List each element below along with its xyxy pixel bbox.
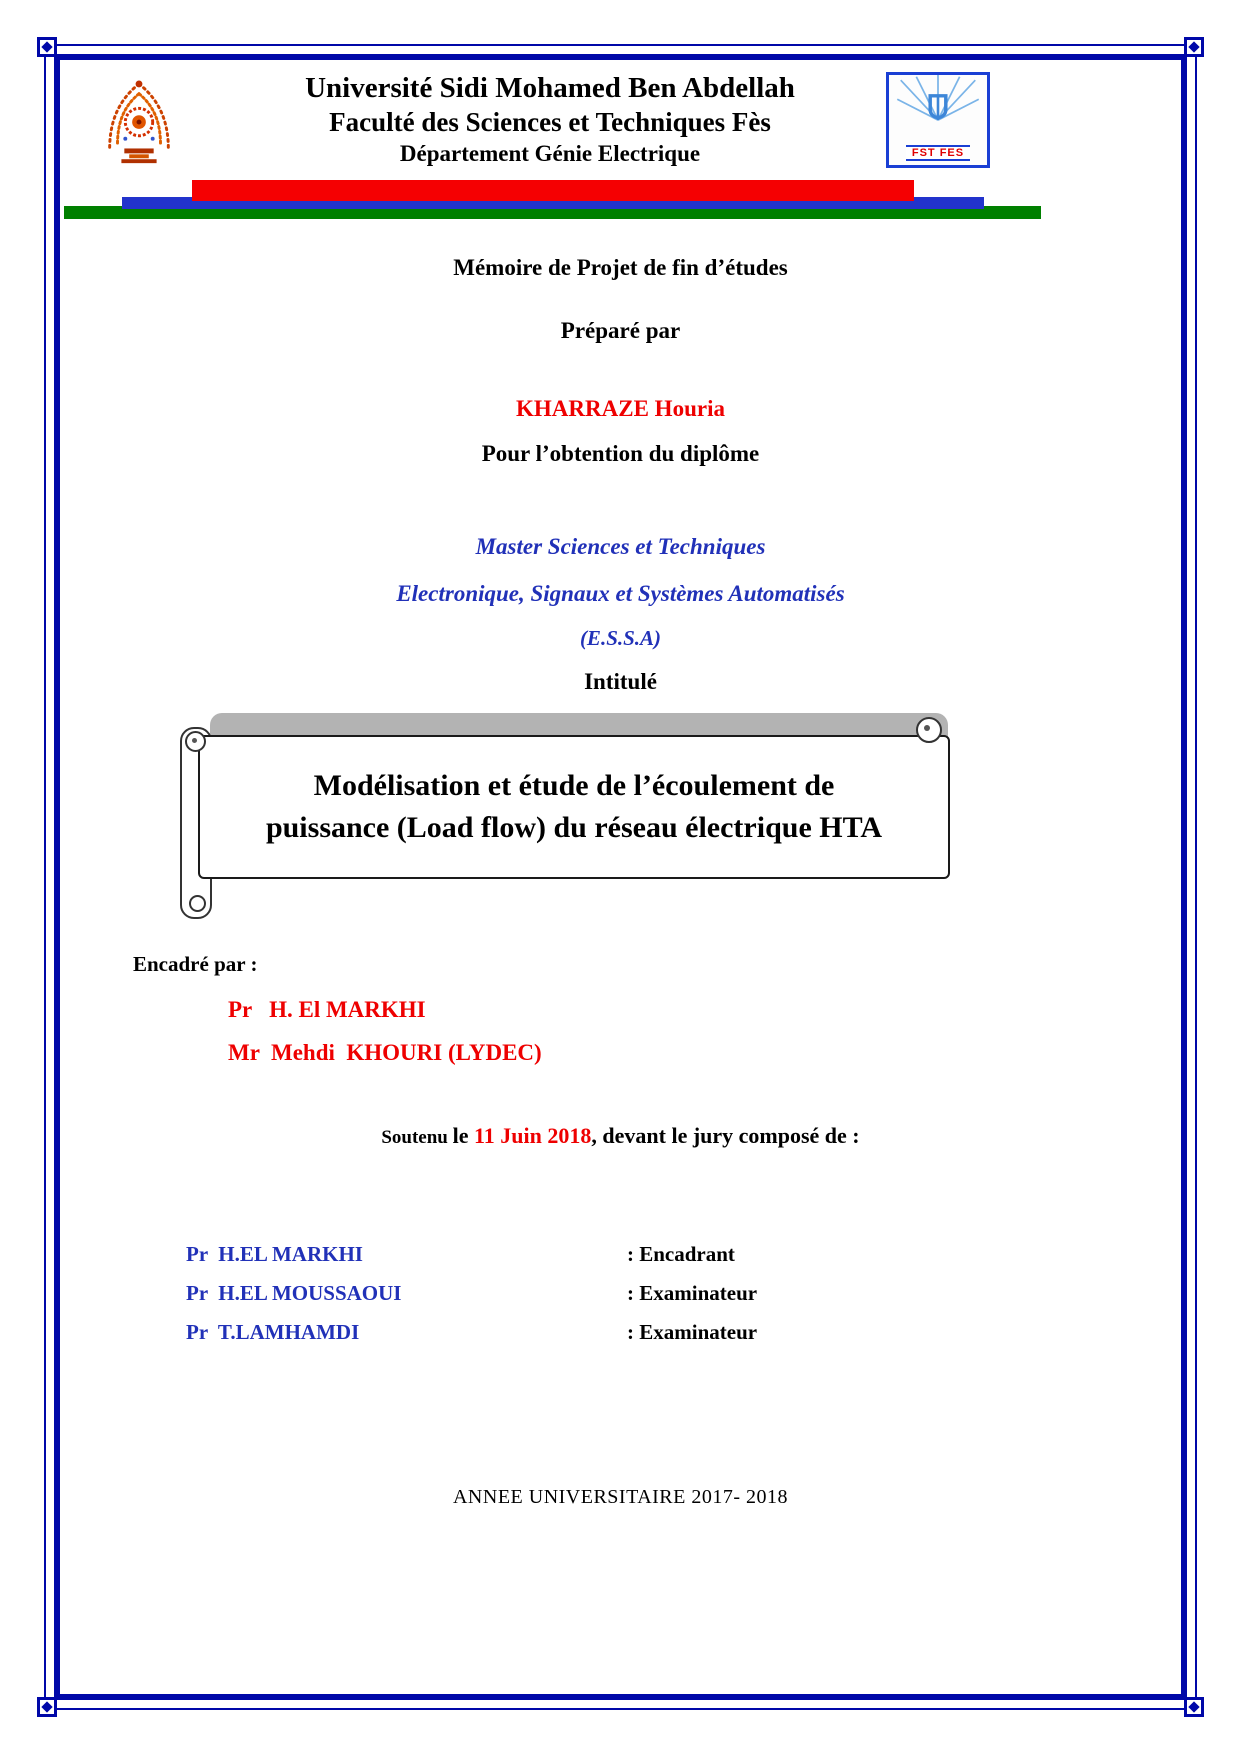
scroll-curl-icon xyxy=(916,717,942,743)
supervisor-2: Mr Mehdi KHOURI (LYDEC) xyxy=(228,1040,542,1065)
institution-header xyxy=(170,70,930,169)
department-name: Département Génie Electrique xyxy=(399,141,701,166)
document-type: Mémoire de Projet de fin d’études xyxy=(453,255,788,280)
jury-row xyxy=(0,1281,1241,1313)
jury-member-role: : Encadrant xyxy=(627,1242,735,1266)
supervisor-1: Pr H. El MARKHI xyxy=(228,997,426,1022)
jury-member-name: Pr T.LAMHAMDI xyxy=(186,1320,360,1344)
prepared-by-label: Préparé par xyxy=(560,318,681,343)
red-divider-bar xyxy=(192,180,914,201)
corner-ornament-icon xyxy=(37,37,57,57)
title-banner xyxy=(178,705,954,920)
scroll-curl-icon xyxy=(185,731,206,752)
defense-suffix: , devant le jury composé de : xyxy=(591,1123,860,1148)
jury-member-name: Pr H.EL MOUSSAOUI xyxy=(186,1281,402,1305)
jury-member-role: : Examinateur xyxy=(627,1320,758,1344)
university-name: Université Sidi Mohamed Ben Abdellah xyxy=(305,72,795,104)
defense-prefix: Soutenu xyxy=(381,1127,453,1148)
program-abbreviation: (E.S.S.A) xyxy=(579,626,662,650)
jury-row xyxy=(0,1320,1241,1352)
thesis-title xyxy=(198,735,950,879)
title-label: Intitulé xyxy=(584,669,657,694)
faculty-name: Faculté des Sciences et Techniques Fès xyxy=(329,107,771,138)
defense-line xyxy=(0,1123,1241,1149)
jury-row xyxy=(0,1242,1241,1274)
fst-logo-caption: FST FES xyxy=(906,145,970,161)
corner-ornament-icon xyxy=(1184,1697,1204,1717)
thesis-title-line1: Modélisation et étude de l’écoulement de xyxy=(313,769,835,802)
program-name-line2: Electronique, Signaux et Systèmes Automatisés xyxy=(396,581,845,606)
academic-year: ANNEE UNIVERSITAIRE 2017- 2018 xyxy=(452,1486,789,1508)
thesis-title-line2: puissance (Load flow) du réseau électrique HTA xyxy=(265,811,883,844)
scroll-curl-icon xyxy=(189,895,206,912)
corner-ornament-icon xyxy=(1184,37,1204,57)
program-name-line1: Master Sciences et Techniques xyxy=(475,534,766,559)
corner-ornament-icon xyxy=(37,1697,57,1717)
author-name: KHARRAZE Houria xyxy=(516,396,725,421)
supervised-by-label: Encadré par : xyxy=(133,952,258,976)
defense-date: 11 Juin 2018 xyxy=(474,1123,592,1148)
jury-member-role: : Examinateur xyxy=(627,1281,758,1305)
diploma-label: Pour l’obtention du diplôme xyxy=(481,441,760,466)
defense-le: le xyxy=(452,1123,475,1148)
jury-member-name: Pr H.EL MARKHI xyxy=(186,1242,363,1266)
